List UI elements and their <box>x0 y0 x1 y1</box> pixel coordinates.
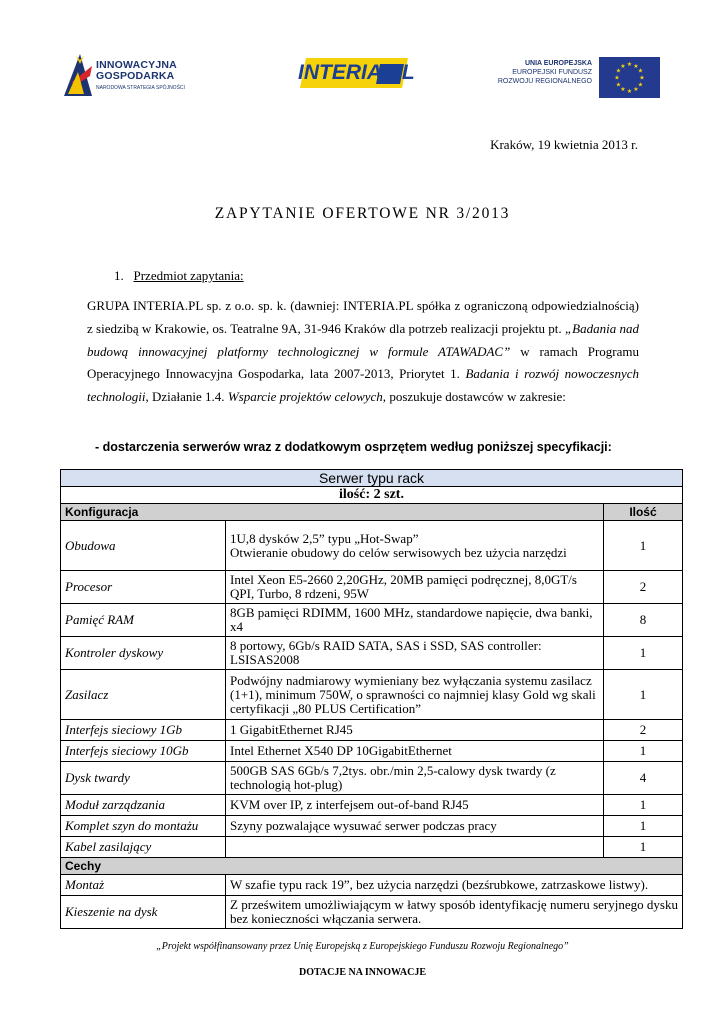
ue-logo-line2: EUROPEJSKI FUNDUSZ <box>512 69 592 76</box>
table-row <box>61 720 683 741</box>
footer-program: DOTACJE NA INNOWACJE <box>298 967 427 978</box>
svg-text:★: ★ <box>637 67 644 75</box>
row-quantity: 1 <box>604 741 683 762</box>
row-name: Interfejs sieciowy 1Gb <box>61 720 226 741</box>
table-row <box>61 670 683 720</box>
footer-cofinancing-note: „Projekt współfinansowany przez Unię Europejską z Europejskiego Funduszu Rozwoju Regionalnego” <box>156 941 569 952</box>
table-row <box>61 741 683 762</box>
row-quantity: 1 <box>604 637 683 670</box>
row-quantity: 1 <box>604 816 683 837</box>
row-name: Dysk twardy <box>61 762 226 795</box>
ue-logo-text <box>470 59 592 86</box>
para-part-5: , Działanie 1.4. <box>145 389 228 405</box>
table-title-row <box>61 470 683 487</box>
row-description: 1 GigabitEthernet RJ45 <box>226 720 604 741</box>
row-quantity: 2 <box>604 720 683 741</box>
document-title: ZAPYTANIE OFERTOWE NR 3/2013 <box>214 205 511 222</box>
table-row <box>61 795 683 816</box>
svg-text:★: ★ <box>639 74 645 82</box>
table-row <box>61 762 683 795</box>
specification-table <box>60 469 683 929</box>
row-quantity: 1 <box>604 670 683 720</box>
para-action: Wsparcie projektów celowych, <box>227 389 387 405</box>
qty-header: Ilość <box>604 504 683 521</box>
svg-text:★: ★ <box>633 63 639 70</box>
svg-text:★: ★ <box>620 63 626 70</box>
row-quantity: 2 <box>604 571 683 604</box>
table-quantity: ilość: 2 szt. <box>61 487 683 504</box>
para-project-title: „Badania nad budową innowacyjnej platformy technologicznej w formule ATAWADAC” <box>87 320 639 359</box>
section-number: 1. <box>114 268 124 283</box>
row-quantity: 8 <box>604 604 683 637</box>
features-header: Cechy <box>61 858 683 875</box>
table-row <box>61 816 683 837</box>
svg-text:★: ★ <box>620 86 626 93</box>
table-row <box>61 637 683 670</box>
config-header: Konfiguracja <box>61 504 604 521</box>
row-name: Kabel zasilający <box>61 837 226 858</box>
svg-text:★: ★ <box>626 88 633 95</box>
row-description: 500GB SAS 6Gb/s 7,2tys. obr./min 2,5-calowy dysk twardy (z technologią hot-plug) <box>226 762 604 795</box>
row-name: Moduł zarządzania <box>61 795 226 816</box>
row-description: 1U,8 dysków 2,5” typu „Hot-Swap” Otwieranie obudowy do celów serwisowych bez użycia narzędzi <box>226 521 604 571</box>
feature-description: W szafie typu rack 19”, bez użycia narzędzi (bezśrubkowe, zatrzaskowe listwy). <box>226 875 683 896</box>
feature-name: Montaż <box>61 875 226 896</box>
ig-emblem-icon <box>62 52 94 98</box>
row-description: 8GB pamięci RDIMM, 1600 MHz, standardowe napięcie, dwa banki, x4 <box>226 604 604 637</box>
specification-intro: - dostarczenia serwerów wraz z dodatkowym osprzętem według poniższej specyfikacji: <box>95 440 612 454</box>
row-description: KVM over IP, z interfejsem out-of-band RJ45 <box>226 795 604 816</box>
feature-name: Kieszenie na dysk <box>61 896 226 929</box>
ue-logo-line1: UNIA EUROPEJSKA <box>524 60 592 67</box>
row-name: Pamięć RAM <box>61 604 226 637</box>
row-description: Intel Ethernet X540 DP 10GigabitEthernet <box>226 741 604 762</box>
section-heading <box>114 268 244 284</box>
ig-logo-line2: GOSPODARKA <box>96 70 175 82</box>
row-quantity: 1 <box>604 521 683 571</box>
row-quantity: 1 <box>604 795 683 816</box>
row-quantity: 1 <box>604 837 683 858</box>
eu-flag-icon <box>599 57 660 98</box>
para-part-7: poszukuje dostawców w zakresie: <box>386 389 566 405</box>
table-row <box>61 521 683 571</box>
row-name: Komplet szyn do montażu <box>61 816 226 837</box>
feature-row <box>61 875 683 896</box>
para-part-1: GRUPA INTERIA.PL sp. z o.o. sp. k. (dawniej: INTERIA.PL spółka z ograniczoną odpowiedzialnością) z siedzibą w Krakowie, os. Teatralne 9A, 31-946 Kraków dla potrzeb realizacji projektu pt. <box>87 298 639 336</box>
row-name: Obudowa <box>61 521 226 571</box>
svg-text:★: ★ <box>615 67 622 75</box>
feature-description: Z prześwitem umożliwiającym w łatwy sposób identyfikację numeru seryjnego dysku bez konieczności włączania serwera. <box>226 896 683 929</box>
row-description: Intel Xeon E5-2660 2,20GHz, 20MB pamięci podręcznej, 8,0GT/s QPI, Turbo, 8 rdzeni, 95W <box>226 571 604 604</box>
interia-logo-text: INTERIA.PL <box>298 61 415 84</box>
innowacyjna-gospodarka-logo <box>62 52 202 100</box>
row-description: Podwójny nadmiarowy wymieniany bez wyłączania systemu zasilacz (1+1), minimum 750W, o sprawności co najmniej klasy Gold wg skali certyfikacji „80 PLUS Certification” <box>226 670 604 720</box>
svg-text:★: ★ <box>615 81 622 89</box>
ig-logo-tagline: NARODOWA STRATEGIA SPÓJNOŚCI <box>96 85 185 91</box>
table-row <box>61 837 683 858</box>
eu-stars-icon <box>599 57 660 98</box>
features-header-row <box>61 858 683 875</box>
row-description: Szyny pozwalające wysuwać serwer podczas pracy <box>226 816 604 837</box>
row-description: 8 portowy, 6Gb/s RAID SATA, SAS i SSD, SAS controller: LSISAS2008 <box>226 637 604 670</box>
svg-text:★: ★ <box>637 81 644 89</box>
ig-logo-line1: INNOWACYJNA <box>96 59 177 71</box>
table-row <box>61 571 683 604</box>
intro-paragraph <box>87 295 639 409</box>
para-priority: Badania i rozwój nowoczesnych technologii <box>87 366 640 405</box>
section-label: Przedmiot zapytania: <box>133 268 244 283</box>
table-row <box>61 604 683 637</box>
interia-logo <box>298 56 415 90</box>
ue-logo-line3: ROZWOJU REGIONALNEGO <box>497 78 592 85</box>
config-header-row <box>61 504 683 521</box>
row-quantity: 4 <box>604 762 683 795</box>
svg-text:★: ★ <box>626 61 633 68</box>
row-name: Interfejs sieciowy 10Gb <box>61 741 226 762</box>
row-name: Kontroler dyskowy <box>61 637 226 670</box>
feature-row <box>61 896 683 929</box>
para-part-3: w ramach Programu Operacyjnego Innowacyjna Gospodarka, lata 2007-2013, Priorytet 1. <box>87 343 639 382</box>
document-date: Kraków, 19 kwietnia 2013 r. <box>490 137 638 152</box>
row-description <box>226 837 604 858</box>
row-name: Zasilacz <box>61 670 226 720</box>
svg-text:★: ★ <box>614 74 620 82</box>
table-quantity-row <box>61 487 683 504</box>
svg-text:★: ★ <box>633 86 639 93</box>
table-title: Serwer typu rack <box>61 470 683 487</box>
row-name: Procesor <box>61 571 226 604</box>
